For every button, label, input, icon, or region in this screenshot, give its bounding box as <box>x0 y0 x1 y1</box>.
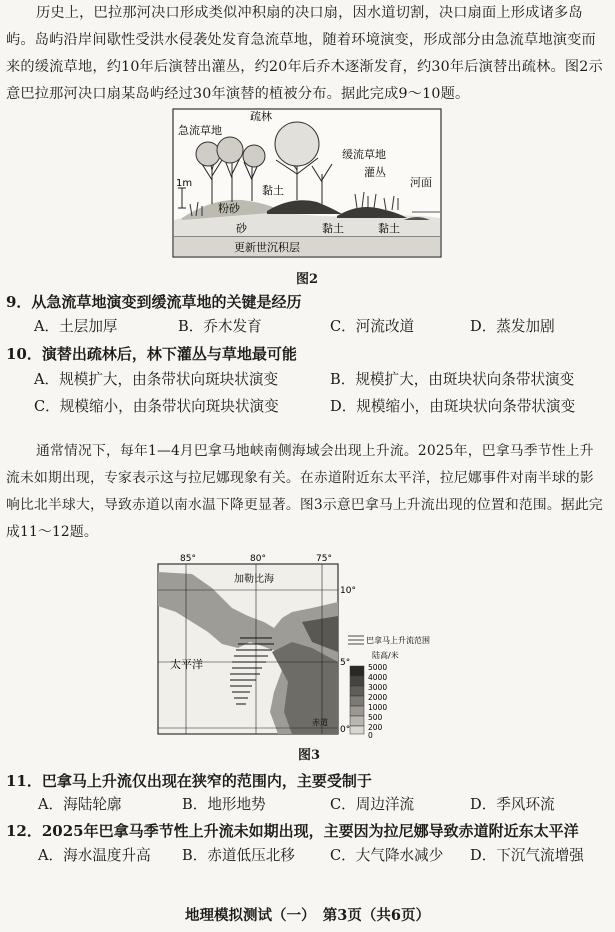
q10-option-a[interactable]: A．规模扩大，由条带状向斑块状演变 <box>34 371 279 388</box>
lat-5: 5° <box>340 658 351 668</box>
legend <box>348 636 364 644</box>
lat-10: 10° <box>340 586 356 596</box>
elev-500: 500 <box>368 713 383 722</box>
fig2-caption: 图2 <box>296 272 319 287</box>
label-caribbean: 加勒比海 <box>234 574 274 585</box>
q9-option-c[interactable]: C．河流改道 <box>330 318 415 335</box>
label-stratum: 更新世沉积层 <box>234 241 300 254</box>
q10-option-b[interactable]: B．规模扩大，由斑块状向条带状演变 <box>330 371 575 388</box>
q11-option-b[interactable]: B．地形地势 <box>182 796 266 813</box>
passage-1 <box>6 0 606 108</box>
passage-2-text: 通常情况下，每年1—4月巴拿马地峡南侧海域会出现上升流。2025年，巴拿马季节性上升流未如期出现，专家表示这与拉尼娜现象有关。在赤道附近东太平洋，拉尼娜事件对南半球的影响比北半球大，导致赤道以南水温下降更显著。图3示意巴拿马上升流出现的位置和范围。据此完成11～12题。 <box>6 443 603 540</box>
label-clay-3: 黏土 <box>378 222 400 235</box>
lat-0: 0° <box>340 725 351 735</box>
q10-option-d[interactable]: D．规模缩小，由斑块状向条带状演变 <box>330 398 576 415</box>
elev-5000: 5000 <box>368 663 388 672</box>
q11-stem: 11．巴拿马上升流仅出现在狭窄的范围内，主要受制于 <box>6 772 372 790</box>
label-sparse-forest: 疏林 <box>250 110 272 123</box>
q12-option-a[interactable]: A．海水温度升高 <box>38 847 151 864</box>
label-slow-grass: 缓流草地 <box>342 148 386 161</box>
label-pacific: 太平洋 <box>170 658 203 671</box>
elev-0: 0 <box>368 731 373 740</box>
label-clay-2: 黏土 <box>322 222 344 235</box>
passage-2 <box>6 438 606 546</box>
elev-2000: 2000 <box>368 693 388 702</box>
fig3-caption: 图3 <box>298 748 321 763</box>
legend-title: 陆高/米 <box>372 651 399 660</box>
q9-option-b[interactable]: B．乔木发育 <box>178 318 262 335</box>
lon-85: 85° <box>180 554 196 564</box>
label-sand: 砂 <box>236 222 247 235</box>
q9-stem: 9．从急流草地演变到缓流草地的关键是经历 <box>6 293 302 311</box>
figure-2 <box>172 108 442 258</box>
legend-upwelling: 巴拿马上升流范围 <box>366 636 430 645</box>
label-silt: 粉砂 <box>218 202 240 215</box>
q9-option-a[interactable]: A．土层加厚 <box>34 318 118 335</box>
figure-3 <box>152 552 430 740</box>
q12-option-d[interactable]: D．下沉气流增强 <box>470 847 584 864</box>
q11-option-d[interactable]: D．季风环流 <box>470 796 555 813</box>
label-rapid-grass: 急流草地 <box>178 124 222 137</box>
stratum-layer <box>174 236 440 256</box>
q12-option-b[interactable]: B．赤道低压北移 <box>182 847 295 864</box>
q12-stem: 12．2025年巴拿马季节性上升流未如期出现，主要因为拉尼娜导致赤道附近东太平洋 <box>6 822 579 840</box>
label-clay-1: 黏土 <box>262 184 284 197</box>
q10-option-c[interactable]: C．规模缩小，由条带状向斑块状演变 <box>34 398 279 415</box>
label-equator: 赤道 <box>312 718 328 727</box>
q11-option-c[interactable]: C．周边洋流 <box>330 796 415 813</box>
lon-75: 75° <box>316 554 332 564</box>
lon-80: 80° <box>250 554 266 564</box>
label-scale: 1m <box>176 178 193 189</box>
q11-option-a[interactable]: A．海陆轮廓 <box>38 796 122 813</box>
elev-3000: 3000 <box>368 683 388 692</box>
page-footer: 地理模拟测试（一） 第3页（共6页） <box>185 907 430 924</box>
q9-option-d[interactable]: D．蒸发加剧 <box>470 318 555 335</box>
elev-1000: 1000 <box>368 703 388 712</box>
label-shrub: 灌丛 <box>364 166 386 179</box>
elev-200: 200 <box>368 723 383 732</box>
elev-4000: 4000 <box>368 673 388 682</box>
q12-option-c[interactable]: C．大气降水减少 <box>330 847 444 864</box>
label-river-surface: 河面 <box>410 176 432 189</box>
q10-stem: 10．演替出疏林后，林下灌丛与草地最可能 <box>6 345 297 363</box>
passage-1-text: 历史上，巴拉那河决口形成类似冲积扇的决口扇，因水道切割，决口扇面上形成诸多岛屿。岛屿沿岸间歇性受洪水侵袭处发育急流草地，随着环境演变，形成部分由急流草地演变而来的缓流草地，约10年后演替出灌丛，约20年后乔木逐渐发育，约30年后演替出疏林。图2示意巴拉那河决口扇某岛屿经过30年演替的植被分布。据此完成9～10题。 <box>6 5 603 102</box>
